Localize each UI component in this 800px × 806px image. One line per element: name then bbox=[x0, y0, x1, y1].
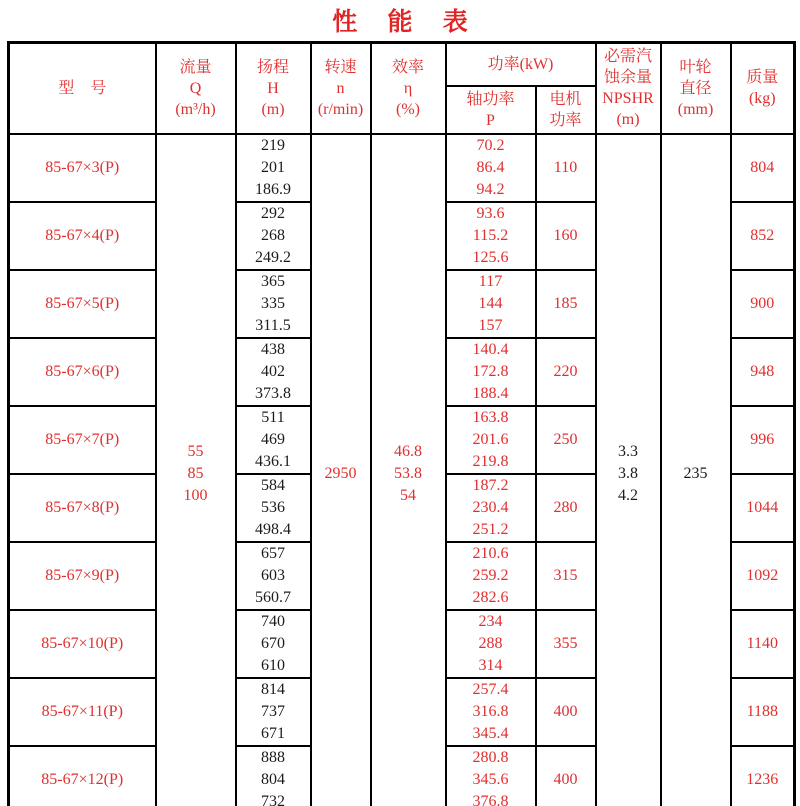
model-cell: 85-67×11(P) bbox=[9, 678, 156, 746]
shaft-power-value: 230.4 bbox=[472, 498, 509, 516]
shaft-power-value: 257.4 bbox=[472, 680, 509, 698]
shaft-power-value: 316.8 bbox=[472, 702, 509, 720]
head-value: 814 bbox=[261, 680, 285, 698]
speed-unit: (r/min) bbox=[317, 100, 364, 118]
motor-power-cell: 400 bbox=[536, 746, 596, 806]
shaft-power-cell bbox=[446, 542, 536, 610]
shaft-power-value: 345.4 bbox=[472, 724, 509, 742]
shaft-power-cell bbox=[446, 610, 536, 678]
head-value: 740 bbox=[261, 612, 285, 630]
col-header-flow bbox=[156, 43, 236, 134]
head-values-cell bbox=[236, 202, 311, 270]
shaft-power-value: 282.6 bbox=[472, 588, 509, 606]
head-value: 888 bbox=[261, 748, 285, 766]
efficiency-value: 53.8 bbox=[394, 464, 422, 482]
model-cell: 85-67×7(P) bbox=[9, 406, 156, 474]
motor-power-cell: 185 bbox=[536, 270, 596, 338]
npshr-label-2: 蚀余量 bbox=[604, 69, 653, 87]
shaft-power-cell bbox=[446, 746, 536, 806]
col-header-npshr bbox=[596, 43, 661, 134]
head-value: 511 bbox=[261, 408, 285, 426]
npshr-value: 4.2 bbox=[618, 486, 639, 504]
flow-value: 55 bbox=[187, 442, 204, 460]
impeller-label-1: 叶轮 bbox=[679, 58, 712, 76]
head-value: 804 bbox=[261, 770, 285, 788]
efficiency-value: 46.8 bbox=[394, 442, 422, 460]
head-value: 311.5 bbox=[255, 316, 291, 334]
col-header-mass bbox=[731, 43, 795, 134]
speed-value-cell: 2950 bbox=[311, 134, 371, 806]
flow-unit: (m³/h) bbox=[175, 100, 216, 118]
head-value: 201 bbox=[261, 158, 285, 176]
model-cell: 85-67×4(P) bbox=[9, 202, 156, 270]
head-value: 732 bbox=[261, 792, 285, 806]
motor-power-cell: 220 bbox=[536, 338, 596, 406]
head-values-cell bbox=[236, 678, 311, 746]
head-values-cell bbox=[236, 746, 311, 806]
mass-label: 质量 bbox=[746, 69, 779, 87]
shaft-power-value: 140.4 bbox=[472, 340, 509, 358]
shaft-power-cell bbox=[446, 134, 536, 202]
model-cell: 85-67×3(P) bbox=[9, 134, 156, 202]
head-values-cell bbox=[236, 338, 311, 406]
mass-cell: 1140 bbox=[731, 610, 795, 678]
mass-cell: 1092 bbox=[731, 542, 795, 610]
head-value: 219 bbox=[261, 136, 285, 154]
col-header-shaft-power bbox=[446, 86, 536, 134]
head-values-cell bbox=[236, 134, 311, 202]
motor-power-label-1: 电机 bbox=[549, 90, 582, 108]
head-unit: (m) bbox=[261, 100, 285, 118]
efficiency-label: 效率 bbox=[391, 58, 424, 76]
shaft-power-value: 201.6 bbox=[472, 430, 509, 448]
head-value: 469 bbox=[261, 430, 285, 448]
motor-power-cell: 250 bbox=[536, 406, 596, 474]
shaft-power-value: 125.6 bbox=[472, 248, 509, 266]
col-header-efficiency bbox=[371, 43, 446, 134]
impeller-label-2: 直径 bbox=[679, 79, 712, 97]
head-value: 584 bbox=[261, 476, 285, 494]
head-value: 560.7 bbox=[255, 588, 291, 606]
shaft-power-value: 314 bbox=[478, 656, 503, 674]
head-value: 373.8 bbox=[255, 384, 291, 402]
page-title: 性 能 表 bbox=[332, 9, 480, 36]
shaft-power-symbol: P bbox=[486, 111, 495, 129]
mass-cell: 1044 bbox=[731, 474, 795, 542]
motor-power-label-2: 功率 bbox=[549, 111, 582, 129]
model-cell: 85-67×10(P) bbox=[9, 610, 156, 678]
motor-power-cell: 160 bbox=[536, 202, 596, 270]
shaft-power-cell bbox=[446, 406, 536, 474]
shaft-power-value: 94.2 bbox=[476, 180, 505, 198]
npshr-value: 3.3 bbox=[618, 442, 639, 460]
shaft-power-value: 234 bbox=[478, 612, 503, 630]
head-value: 438 bbox=[261, 340, 285, 358]
shaft-power-value: 115.2 bbox=[472, 226, 509, 244]
npshr-unit: (m) bbox=[616, 111, 640, 129]
flow-label: 流量 bbox=[179, 58, 212, 76]
shaft-power-value: 163.8 bbox=[472, 408, 509, 426]
head-value: 671 bbox=[261, 724, 285, 742]
shaft-power-cell bbox=[446, 474, 536, 542]
head-value: 670 bbox=[261, 634, 285, 652]
mass-cell: 852 bbox=[731, 202, 795, 270]
head-values-cell bbox=[236, 270, 311, 338]
shaft-power-label: 轴功率 bbox=[466, 90, 515, 108]
model-cell: 85-67×6(P) bbox=[9, 338, 156, 406]
motor-power-cell: 400 bbox=[536, 678, 596, 746]
flow-value: 100 bbox=[183, 486, 208, 504]
mass-cell: 900 bbox=[731, 270, 795, 338]
motor-power-cell: 280 bbox=[536, 474, 596, 542]
impeller-value-cell: 235 bbox=[661, 134, 731, 806]
model-cell: 85-67×9(P) bbox=[9, 542, 156, 610]
flow-value: 85 bbox=[187, 464, 204, 482]
npshr-value: 3.8 bbox=[618, 464, 639, 482]
table-row bbox=[9, 134, 795, 202]
shaft-power-value: 117 bbox=[478, 272, 503, 290]
head-value: 335 bbox=[261, 294, 285, 312]
head-value: 292 bbox=[261, 204, 285, 222]
performance-table bbox=[7, 41, 796, 806]
head-value: 498.4 bbox=[255, 520, 291, 538]
head-value: 610 bbox=[261, 656, 285, 674]
col-header-model bbox=[9, 43, 156, 134]
head-value: 603 bbox=[261, 566, 285, 584]
model-cell: 85-67×5(P) bbox=[9, 270, 156, 338]
shaft-power-value: 93.6 bbox=[476, 204, 505, 222]
head-symbol: H bbox=[267, 79, 279, 97]
head-value: 737 bbox=[261, 702, 285, 720]
shaft-power-value: 188.4 bbox=[472, 384, 509, 402]
mass-unit: (kg) bbox=[748, 90, 776, 108]
npshr-values-cell bbox=[596, 134, 661, 806]
shaft-power-value: 259.2 bbox=[472, 566, 509, 584]
head-value: 365 bbox=[261, 272, 285, 290]
mass-cell: 1188 bbox=[731, 678, 795, 746]
npshr-label-1: 必需汽 bbox=[604, 48, 653, 66]
shaft-power-cell bbox=[446, 678, 536, 746]
shaft-power-cell bbox=[446, 270, 536, 338]
shaft-power-value: 172.8 bbox=[472, 362, 509, 380]
shaft-power-value: 251.2 bbox=[472, 520, 509, 538]
mass-cell: 996 bbox=[731, 406, 795, 474]
shaft-power-value: 70.2 bbox=[476, 136, 505, 154]
flow-values-cell bbox=[156, 134, 236, 806]
impeller-unit: (mm) bbox=[677, 100, 714, 118]
col-header-impeller bbox=[661, 43, 731, 134]
head-value: 657 bbox=[261, 544, 285, 562]
shaft-power-value: 210.6 bbox=[472, 544, 509, 562]
mass-cell: 804 bbox=[731, 134, 795, 202]
head-label: 扬程 bbox=[256, 58, 289, 76]
shaft-power-value: 345.6 bbox=[472, 770, 509, 788]
motor-power-cell: 110 bbox=[536, 134, 596, 202]
efficiency-values-cell bbox=[371, 134, 446, 806]
speed-label: 转速 bbox=[324, 58, 357, 76]
shaft-power-value: 376.8 bbox=[472, 792, 509, 806]
col-header-head bbox=[236, 43, 311, 134]
motor-power-cell: 315 bbox=[536, 542, 596, 610]
col-header-power-group bbox=[446, 43, 596, 86]
col-header-motor-power bbox=[536, 86, 596, 134]
efficiency-symbol: η bbox=[403, 79, 413, 97]
col-header-model-label: 型 号 bbox=[58, 79, 107, 97]
shaft-power-value: 288 bbox=[478, 634, 503, 652]
head-value: 268 bbox=[261, 226, 285, 244]
motor-power-cell: 355 bbox=[536, 610, 596, 678]
head-value: 186.9 bbox=[255, 180, 291, 198]
efficiency-unit: (%) bbox=[396, 100, 420, 118]
speed-symbol: n bbox=[336, 79, 345, 97]
head-values-cell bbox=[236, 406, 311, 474]
head-values-cell bbox=[236, 542, 311, 610]
power-group-label: 功率(kW) bbox=[487, 55, 554, 73]
shaft-power-cell bbox=[446, 202, 536, 270]
mass-cell: 1236 bbox=[731, 746, 795, 806]
head-values-cell bbox=[236, 474, 311, 542]
mass-cell: 948 bbox=[731, 338, 795, 406]
shaft-power-value: 219.8 bbox=[472, 452, 509, 470]
shaft-power-value: 187.2 bbox=[472, 476, 509, 494]
head-values-cell bbox=[236, 610, 311, 678]
npshr-symbol: NPSHR bbox=[602, 90, 654, 108]
shaft-power-value: 280.8 bbox=[472, 748, 509, 766]
shaft-power-value: 86.4 bbox=[476, 158, 505, 176]
head-value: 436.1 bbox=[255, 452, 291, 470]
head-value: 249.2 bbox=[255, 248, 291, 266]
shaft-power-cell bbox=[446, 338, 536, 406]
flow-symbol: Q bbox=[189, 79, 202, 97]
shaft-power-value: 144 bbox=[478, 294, 503, 312]
head-value: 536 bbox=[261, 498, 285, 516]
model-cell: 85-67×12(P) bbox=[9, 746, 156, 806]
head-value: 402 bbox=[261, 362, 285, 380]
efficiency-value: 54 bbox=[400, 486, 416, 504]
col-header-speed bbox=[311, 43, 371, 134]
shaft-power-value: 157 bbox=[478, 316, 503, 334]
model-cell: 85-67×8(P) bbox=[9, 474, 156, 542]
